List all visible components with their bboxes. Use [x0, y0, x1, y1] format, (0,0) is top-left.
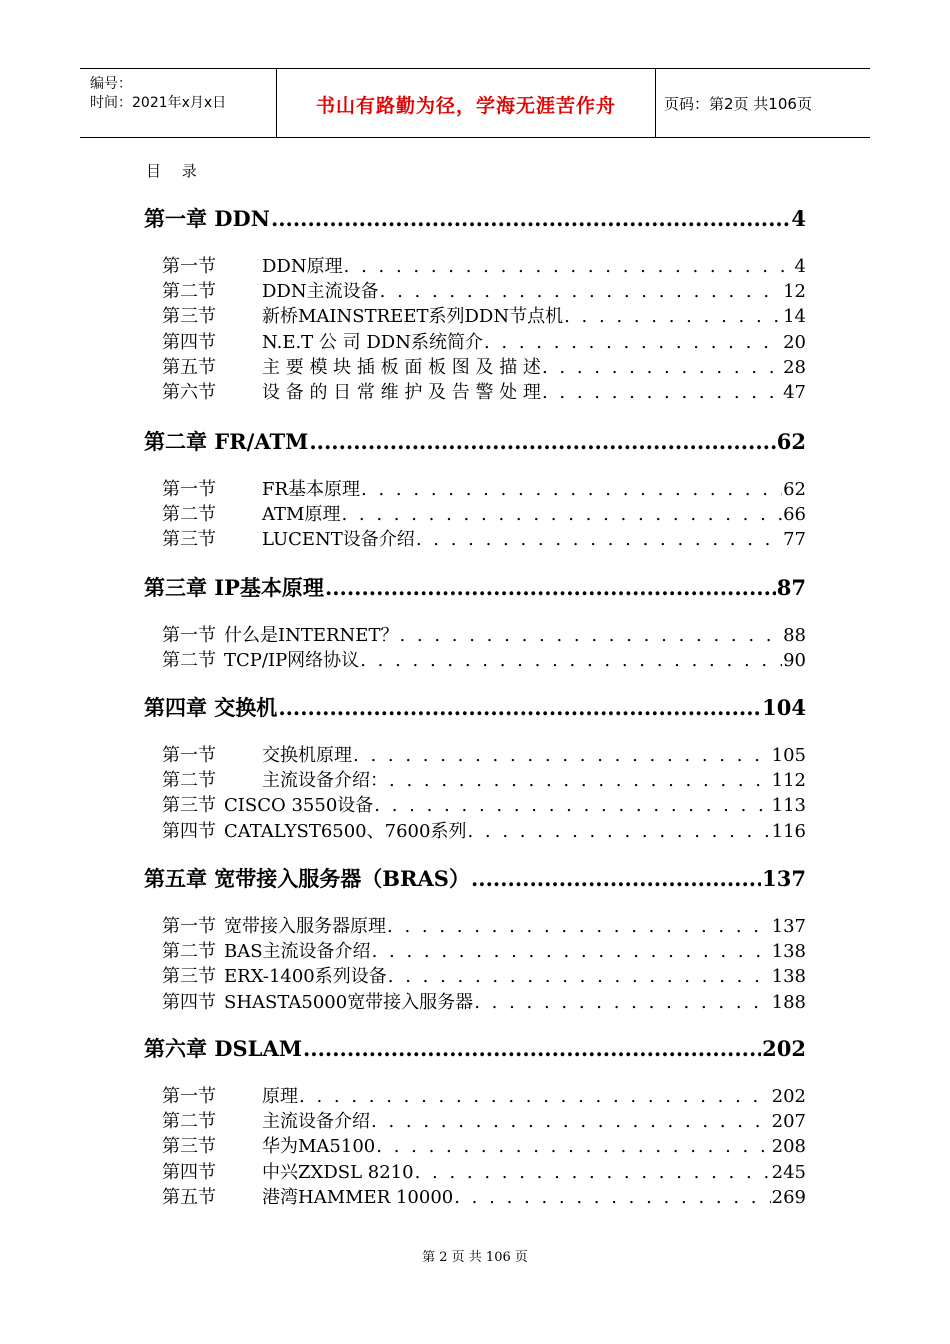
- section-number: 第三节: [162, 529, 216, 551]
- section-page-number: 20: [783, 331, 806, 353]
- section-page-number: 28: [783, 356, 806, 378]
- dot-leader: [372, 941, 771, 962]
- section-entry[interactable]: [162, 277, 806, 301]
- dot-leader: [303, 1036, 761, 1061]
- section-page-number: 269: [771, 1186, 806, 1208]
- section-entry[interactable]: [162, 646, 806, 670]
- chapter-title: 第二章 FR/ATM: [144, 429, 309, 454]
- section-title: 华为MA5100: [262, 1136, 376, 1158]
- section-title: 新桥MAINSTREET系列DDN节点机: [262, 306, 564, 328]
- section-number: 第二节: [162, 770, 216, 792]
- section-page-number: 138: [771, 941, 806, 963]
- dot-leader: [299, 1086, 771, 1107]
- section-entry[interactable]: [162, 937, 806, 961]
- section-page-number: 12: [783, 281, 806, 303]
- section-page-number: 208: [771, 1136, 806, 1158]
- dot-leader: [374, 795, 770, 816]
- number-label: 编号：: [90, 76, 132, 92]
- dot-leader: [360, 650, 782, 671]
- section-title: 主流设备介绍: [262, 1111, 370, 1133]
- section-entry[interactable]: [162, 252, 806, 276]
- chapter-entry[interactable]: [144, 1033, 806, 1063]
- chapter-page-number: 202: [762, 1036, 806, 1061]
- section-entry[interactable]: [162, 1132, 806, 1156]
- section-entry[interactable]: [162, 817, 806, 841]
- section-number: 第二节: [162, 1111, 216, 1133]
- section-number: 第一节: [162, 745, 216, 766]
- section-page-number: 14: [783, 306, 806, 328]
- section-title: 主流设备介绍：: [262, 770, 388, 792]
- section-number: 第四节: [162, 991, 216, 1013]
- section-entry[interactable]: [162, 328, 806, 352]
- section-page-number: 113: [771, 795, 806, 817]
- section-title: FR基本原理: [262, 479, 361, 500]
- section-page-number: 47: [783, 382, 806, 403]
- section-title: ERX-1400系列设备: [224, 966, 387, 988]
- dot-leader: [542, 382, 782, 403]
- section-number: 第六节: [162, 382, 216, 403]
- section-number: 第四节: [162, 820, 216, 842]
- section-title: DDN主流设备: [262, 281, 379, 303]
- dot-leader: [474, 992, 770, 1013]
- section-page-number: 116: [771, 820, 806, 842]
- section-title: SHASTA5000宽带接入服务器: [224, 991, 474, 1013]
- section-number: 第五节: [162, 1186, 216, 1208]
- section-number: 第二节: [162, 281, 216, 303]
- section-number: 第三节: [162, 966, 216, 988]
- section-entry[interactable]: [162, 378, 806, 402]
- section-entry[interactable]: [162, 1158, 806, 1182]
- section-page-number: 90: [783, 650, 806, 672]
- section-title: 设 备 的 日 常 维 护 及 告 警 处 理: [262, 382, 541, 403]
- dot-leader: [325, 575, 776, 600]
- section-entry[interactable]: [162, 1107, 806, 1131]
- section-page-number: 138: [771, 966, 806, 988]
- section-entry[interactable]: [162, 525, 806, 549]
- dot-leader: [271, 206, 790, 231]
- section-page-number: 202: [771, 1086, 806, 1107]
- section-entry[interactable]: [162, 500, 806, 524]
- section-page-number: 207: [771, 1111, 806, 1133]
- section-page-number: 112: [771, 770, 806, 792]
- section-title: 港湾HAMMER 10000: [262, 1186, 454, 1208]
- chapter-title: 第六章 DSLAM: [144, 1036, 302, 1061]
- section-title: DDN原理: [262, 256, 343, 277]
- chapter-title: 第一章 DDN: [144, 206, 270, 231]
- section-number: 第四节: [162, 331, 216, 353]
- chapter-title: 第四章 交换机: [144, 695, 278, 720]
- chapter-entry[interactable]: [144, 203, 806, 233]
- dot-leader: [415, 1162, 771, 1183]
- dot-leader: [388, 966, 771, 987]
- dot-leader: [467, 821, 770, 842]
- section-title: 什么是INTERNET？: [224, 625, 399, 646]
- motto: 书山有路勤为径，学海无涯苦作舟: [315, 95, 616, 117]
- section-title: 原理: [262, 1086, 298, 1107]
- dot-leader: [309, 429, 775, 454]
- dot-leader: [344, 256, 794, 277]
- section-number: 第一节: [162, 479, 216, 500]
- section-number: 第三节: [162, 795, 216, 817]
- section-page-number: 66: [783, 504, 806, 526]
- section-entry[interactable]: [162, 912, 806, 936]
- section-page-number: 62: [783, 479, 806, 500]
- section-page-number: 137: [771, 916, 806, 937]
- section-entry[interactable]: [162, 621, 806, 645]
- section-entry[interactable]: [162, 988, 806, 1012]
- section-number: 第一节: [162, 256, 216, 277]
- section-page-number: 88: [783, 625, 806, 646]
- chapter-page-number: 137: [762, 866, 806, 891]
- dot-leader: [416, 529, 782, 550]
- chapter-page-number: 4: [791, 206, 806, 231]
- section-entry[interactable]: [162, 766, 806, 790]
- chapter-title: 第三章 IP基本原理: [144, 575, 324, 600]
- dot-leader: [564, 306, 782, 327]
- section-number: 第五节: [162, 356, 216, 378]
- section-title: BAS主流设备介绍: [224, 941, 371, 963]
- section-entry[interactable]: [162, 353, 806, 377]
- dot-leader: [471, 866, 761, 891]
- section-title: 交换机原理: [262, 745, 352, 766]
- dot-leader: [278, 695, 761, 720]
- section-title: 宽带接入服务器原理: [224, 916, 386, 937]
- section-title: LUCENT设备介绍: [262, 529, 415, 551]
- section-title: CISCO 3550设备: [224, 795, 374, 817]
- section-title: CATALYST6500、7600系列: [224, 820, 467, 842]
- section-page-number: 188: [771, 991, 806, 1013]
- dot-leader: [484, 332, 782, 353]
- section-number: 第一节: [162, 625, 216, 646]
- section-title: N.E.T 公 司 DDN系统简介: [262, 331, 483, 353]
- section-number: 第二节: [162, 504, 216, 526]
- section-title: TCP/IP网络协议: [224, 650, 360, 672]
- section-number: 第二节: [162, 650, 216, 672]
- section-page-number: 105: [771, 745, 806, 766]
- header-page-cell: [656, 69, 870, 137]
- section-entry[interactable]: [162, 791, 806, 815]
- chapter-title: 第五章 宽带接入服务器（BRAS）: [144, 866, 470, 891]
- section-entry[interactable]: [162, 302, 806, 326]
- dot-leader: [376, 1136, 770, 1157]
- section-entry[interactable]: [162, 741, 806, 765]
- dot-leader: [387, 916, 771, 937]
- section-page-number: 77: [783, 529, 806, 551]
- section-number: 第四节: [162, 1161, 216, 1183]
- dot-leader: [399, 625, 782, 646]
- dot-leader: [361, 479, 782, 500]
- chapter-entry[interactable]: [144, 426, 806, 456]
- section-number: 第二节: [162, 941, 216, 963]
- dot-leader: [542, 357, 782, 378]
- section-number: 第一节: [162, 916, 216, 937]
- section-title: 中兴ZXDSL 8210: [262, 1161, 414, 1183]
- section-title: ATM原理: [262, 504, 341, 526]
- chapter-entry[interactable]: [144, 863, 806, 893]
- dot-leader: [454, 1187, 770, 1208]
- page-footer: 第 2 页 共 106 页: [422, 1250, 528, 1265]
- section-entry[interactable]: [162, 475, 806, 499]
- dot-leader: [341, 504, 782, 525]
- chapter-page-number: 87: [776, 575, 806, 600]
- dot-leader: [380, 281, 782, 302]
- chapter-entry[interactable]: [144, 692, 806, 722]
- page-info: 页码：第2页 共106页: [664, 95, 812, 113]
- header-motto-cell: [277, 69, 656, 137]
- header-meta: [80, 69, 277, 137]
- page-header: [80, 68, 870, 138]
- section-number: 第三节: [162, 1136, 216, 1158]
- dot-leader: [353, 745, 771, 766]
- section-entry[interactable]: [162, 1082, 806, 1106]
- section-page-number: 245: [771, 1161, 806, 1183]
- section-title: 主 要 模 块 插 板 面 板 图 及 描 述: [262, 356, 541, 378]
- dot-leader: [371, 1111, 771, 1132]
- chapter-entry[interactable]: [144, 572, 806, 602]
- section-entry[interactable]: [162, 962, 806, 986]
- section-number: 第三节: [162, 306, 216, 328]
- dot-leader: [389, 770, 771, 791]
- section-entry[interactable]: [162, 1183, 806, 1207]
- section-number: 第一节: [162, 1086, 216, 1107]
- section-page-number: 4: [794, 256, 806, 277]
- chapter-page-number: 62: [776, 429, 806, 454]
- date-label: 时间：2021年x月x日: [90, 95, 227, 111]
- chapter-page-number: 104: [762, 695, 806, 720]
- toc-heading: 目 录: [146, 162, 205, 180]
